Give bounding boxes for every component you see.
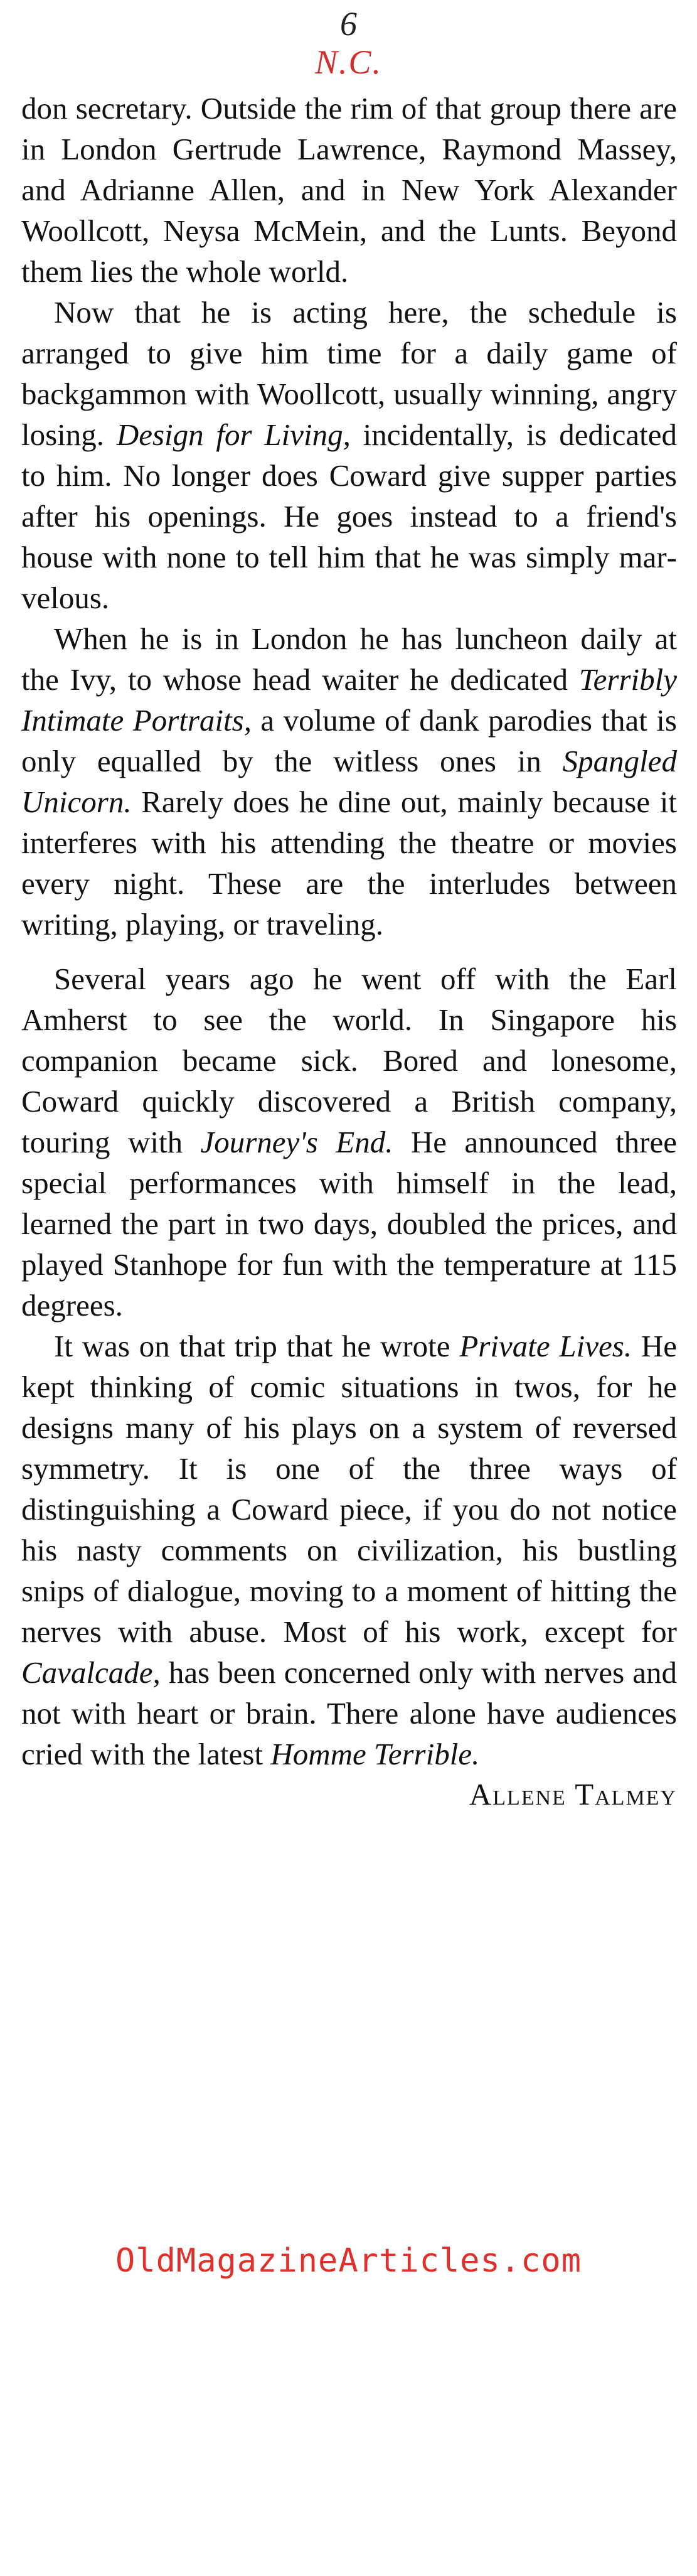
page-number: 6 — [340, 5, 357, 43]
section-mark: N.C. — [314, 43, 383, 81]
italic-title: Cavalcade, — [21, 1655, 161, 1690]
article-paragraph — [21, 88, 677, 292]
article-paragraph — [21, 958, 677, 1326]
italic-title: Spangled Unicorn. — [21, 744, 677, 819]
paragraph-text: When he is in London he has luncheon daily at the Ivy, to whose head waiter he dedicated — [21, 621, 677, 697]
article-paragraph — [21, 1326, 677, 1774]
page-header — [0, 5, 697, 82]
paragraph-text: don secretary. Outside the rim of that group there are in London Gertrude Lawrence, Raymond Massey, and Adrianne Allen, and in New York Alexander Woollcott, Neysa McMein, and the Lunts. Beyond them lies the whole world. — [21, 91, 677, 289]
paragraph-text: Now that he is acting here, the schedule is arranged to give him time for a daily game of backgammon with Woollcott, usually winning, angry losing. — [21, 295, 677, 452]
site-watermark[interactable]: OldMagazineArticles.com — [115, 2242, 582, 2280]
italic-title: Journey's End. — [200, 1125, 393, 1159]
author-byline: Allene Talmey — [469, 1777, 677, 1811]
italic-title: Design for Living, — [116, 417, 351, 452]
article-paragraph — [21, 292, 677, 618]
paragraph-text: incidentally, is dedicated to him. No longer does Coward give supper parties after his openings. He goes instead to a friend's house with none to tell him that he was simply marvelous. — [21, 417, 677, 615]
article-paragraph — [21, 618, 677, 945]
paragraph-text: It was on that trip that he wrote — [54, 1329, 460, 1363]
article-paragraphs — [21, 88, 677, 1774]
paragraph-text: He kept thinking of comic situations in twos, for he designs many of his plays on a system of reversed symmetry. It is one of the three ways of distinguishing a Coward piece, if you do not notice his nasty comments on civilization, his bustling snips of dialogue, moving to a moment of hitting the nerves with abuse. Most of his work, except for — [21, 1329, 678, 1649]
paragraph-text: He announced three special performances with himself in the lead, learned the part in two days, doubled the prices, and played Stanhope for fun with the temperature at 115 degrees. — [21, 1125, 677, 1323]
paragraph-text: has been concerned only with nerves and not with heart or brain. There alone have audiences cried with the latest — [21, 1655, 677, 1771]
italic-title: Homme Terrible. — [270, 1737, 480, 1771]
italic-title: Terribly Intimate Portraits, — [21, 662, 677, 738]
paragraph-text: a volume of dank parodies that is only equalled by the witless ones in — [21, 703, 677, 778]
paragraph-text: Rarely does he dine out, mainly because it interferes with his attending the theatre or movies every night. These are the interludes between writing, playing, or traveling. — [21, 785, 677, 942]
paragraph-text: Several years ago he went off with the Earl Amherst to see the world. In Singapore his companion became sick. Bored and lonesome, Coward quickly discovered a British company, touring with — [21, 962, 677, 1159]
article-body — [21, 88, 677, 1815]
italic-title: Private Lives. — [459, 1329, 632, 1363]
